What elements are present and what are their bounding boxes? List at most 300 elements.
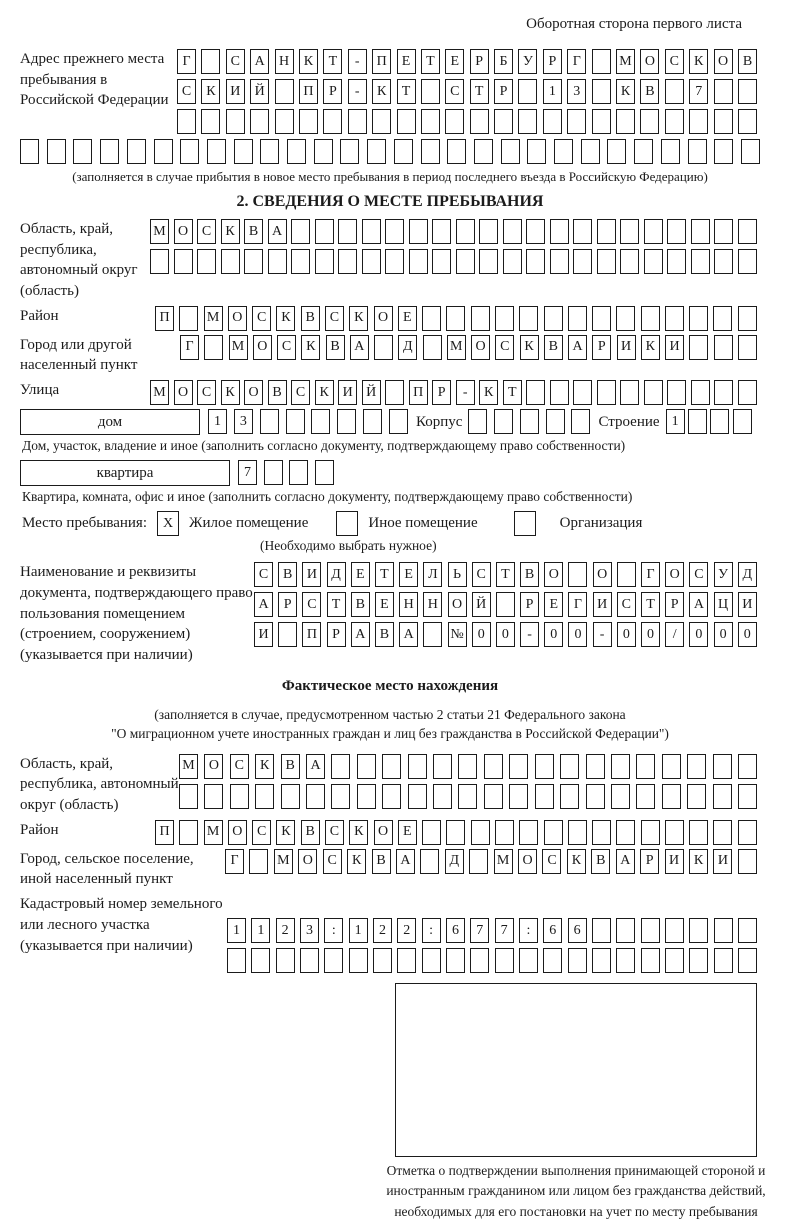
char-cell: К bbox=[689, 49, 708, 74]
char-cell: Е bbox=[398, 306, 417, 331]
char-cell: 3 bbox=[567, 79, 586, 104]
char-cell: 0 bbox=[617, 622, 636, 647]
char-cell bbox=[714, 948, 733, 973]
char-cell bbox=[484, 784, 503, 809]
char-cell: О bbox=[298, 849, 317, 874]
char-cell: О bbox=[544, 562, 563, 587]
char-cell: О bbox=[228, 820, 247, 845]
char-cell: Р bbox=[278, 592, 297, 617]
char-cell: С bbox=[197, 380, 216, 405]
char-cell bbox=[357, 784, 376, 809]
char-cell bbox=[665, 109, 684, 134]
char-cell: Р bbox=[665, 592, 684, 617]
char-cell: 0 bbox=[641, 622, 660, 647]
char-cell: С bbox=[472, 562, 491, 587]
char-cell: К bbox=[567, 849, 586, 874]
street-field bbox=[20, 380, 760, 405]
char-cell bbox=[568, 948, 587, 973]
char-cell bbox=[738, 918, 757, 943]
char-cell: Г bbox=[225, 849, 244, 874]
char-cell bbox=[527, 139, 546, 164]
char-cell: И bbox=[713, 849, 732, 874]
char-cell: Г bbox=[177, 49, 196, 74]
char-cell bbox=[738, 335, 757, 360]
char-cell: О bbox=[665, 562, 684, 587]
actual-location-caption1: (заполняется в случае, предусмотренном частью 2 статьи 21 Федерального закона bbox=[154, 706, 626, 722]
char-cell bbox=[315, 460, 334, 485]
char-cell bbox=[568, 562, 587, 587]
char-cell bbox=[687, 784, 706, 809]
char-cell bbox=[714, 249, 733, 274]
char-cell bbox=[509, 754, 528, 779]
char-cell bbox=[255, 784, 274, 809]
char-cell bbox=[689, 918, 708, 943]
char-cell: 0 bbox=[496, 622, 515, 647]
char-cell bbox=[592, 948, 611, 973]
char-cell bbox=[568, 820, 587, 845]
char-cell bbox=[446, 948, 465, 973]
char-cell: 1 bbox=[227, 918, 246, 943]
char-cell bbox=[260, 409, 279, 434]
char-cell bbox=[738, 109, 757, 134]
char-cell: С bbox=[254, 562, 273, 587]
char-cell: И bbox=[665, 849, 684, 874]
char-cell: И bbox=[738, 592, 757, 617]
char-cell: И bbox=[665, 335, 684, 360]
char-cell bbox=[641, 820, 660, 845]
char-cell bbox=[501, 139, 520, 164]
char-cell bbox=[568, 306, 587, 331]
char-cell bbox=[180, 139, 199, 164]
char-cell: С bbox=[665, 49, 684, 74]
cell-row bbox=[225, 849, 757, 874]
char-cell bbox=[433, 784, 452, 809]
char-cell bbox=[520, 409, 539, 434]
house-number-cells bbox=[208, 409, 408, 434]
cell-row bbox=[150, 219, 757, 244]
char-cell: Й bbox=[362, 380, 381, 405]
char-cell: А bbox=[396, 849, 415, 874]
char-cell bbox=[408, 784, 427, 809]
char-cell bbox=[544, 306, 563, 331]
char-cell bbox=[688, 139, 707, 164]
char-cell: С bbox=[291, 380, 310, 405]
checkbox-organization bbox=[514, 511, 536, 536]
char-cell: Д bbox=[327, 562, 346, 587]
char-cell bbox=[667, 249, 686, 274]
char-cell: М bbox=[179, 754, 198, 779]
char-cell: К bbox=[276, 820, 295, 845]
char-cell: О bbox=[374, 820, 393, 845]
char-cell bbox=[567, 109, 586, 134]
char-cell bbox=[597, 219, 616, 244]
char-cell bbox=[331, 754, 350, 779]
char-cell bbox=[357, 754, 376, 779]
char-cell bbox=[620, 219, 639, 244]
char-cell: М bbox=[150, 219, 169, 244]
char-cell: 1 bbox=[349, 918, 368, 943]
char-cell bbox=[179, 306, 198, 331]
char-cell bbox=[278, 622, 297, 647]
char-cell bbox=[543, 948, 562, 973]
char-cell bbox=[550, 249, 569, 274]
char-cell: Й bbox=[472, 592, 491, 617]
checkbox-other-premises bbox=[336, 511, 358, 536]
char-cell: В bbox=[520, 562, 539, 587]
char-cell bbox=[714, 380, 733, 405]
char-cell: О bbox=[518, 849, 537, 874]
char-cell: Н bbox=[275, 49, 294, 74]
char-cell: К bbox=[315, 380, 334, 405]
char-cell: : bbox=[324, 918, 343, 943]
char-cell bbox=[688, 409, 707, 434]
char-cell bbox=[550, 219, 569, 244]
char-cell: О bbox=[374, 306, 393, 331]
char-cell: С bbox=[252, 306, 271, 331]
char-cell: Р bbox=[592, 335, 611, 360]
char-cell: - bbox=[456, 380, 475, 405]
place-type-note: (Необходимо выбрать нужное) bbox=[260, 538, 437, 554]
prev-address-caption: (заполняется в случае прибытия в новое место пребывания в период последнего въезда в Российскую Федерацию) bbox=[72, 169, 708, 184]
prev-address-block bbox=[20, 49, 760, 134]
char-cell bbox=[422, 948, 441, 973]
region-field bbox=[20, 219, 760, 302]
char-cell: 1 bbox=[666, 409, 685, 434]
char-cell: 0 bbox=[472, 622, 491, 647]
cell-row-full-width bbox=[20, 139, 760, 164]
char-cell bbox=[197, 249, 216, 274]
char-cell: В bbox=[738, 49, 757, 74]
char-cell: М bbox=[150, 380, 169, 405]
char-cell: 2 bbox=[397, 918, 416, 943]
char-cell: 0 bbox=[568, 622, 587, 647]
char-cell bbox=[535, 754, 554, 779]
char-cell: О bbox=[228, 306, 247, 331]
char-cell bbox=[73, 139, 92, 164]
char-cell: А bbox=[399, 622, 418, 647]
char-cell bbox=[244, 249, 263, 274]
char-cell bbox=[691, 219, 710, 244]
char-cell: К bbox=[349, 306, 368, 331]
char-cell bbox=[611, 784, 630, 809]
cell-row bbox=[179, 784, 757, 809]
char-cell: О bbox=[253, 335, 272, 360]
district3-label: Район bbox=[20, 821, 59, 838]
char-cell bbox=[560, 784, 579, 809]
stamp-caption: Отметка о подтверждении выполнения принимающей стороной и иностранным гражданином или лицом без гражданства действий, необходимых для его постановки на учет по месту пребывания bbox=[386, 1163, 766, 1219]
char-cell: 7 bbox=[495, 918, 514, 943]
char-cell bbox=[474, 139, 493, 164]
char-cell bbox=[179, 784, 198, 809]
char-cell: Д bbox=[445, 849, 464, 874]
char-cell bbox=[281, 784, 300, 809]
char-cell bbox=[592, 820, 611, 845]
char-cell bbox=[349, 948, 368, 973]
char-cell bbox=[586, 754, 605, 779]
district-field bbox=[20, 306, 760, 331]
char-cell bbox=[713, 820, 732, 845]
char-cell: Ь bbox=[448, 562, 467, 587]
char-cell bbox=[331, 784, 350, 809]
char-cell: С bbox=[177, 79, 196, 104]
char-cell: Е bbox=[399, 562, 418, 587]
option-organization-label: Организация bbox=[559, 515, 643, 532]
char-cell bbox=[230, 784, 249, 809]
char-cell bbox=[423, 622, 442, 647]
char-cell bbox=[665, 918, 684, 943]
char-cell bbox=[691, 380, 710, 405]
char-cell: С bbox=[252, 820, 271, 845]
char-cell: П bbox=[155, 306, 174, 331]
char-cell: О bbox=[593, 562, 612, 587]
house-caption: Дом, участок, владение и иное (заполнить согласно документу, подтверждающему право собственности) bbox=[22, 438, 626, 454]
stroenie-cells bbox=[666, 409, 752, 434]
cell-row bbox=[180, 335, 757, 360]
char-cell bbox=[458, 784, 477, 809]
char-cell: К bbox=[372, 79, 391, 104]
char-cell: О bbox=[174, 380, 193, 405]
char-cell: В bbox=[544, 335, 563, 360]
char-cell bbox=[641, 918, 660, 943]
char-cell: 0 bbox=[544, 622, 563, 647]
city-label: Город или другой населенный пункт bbox=[20, 336, 138, 374]
char-cell bbox=[445, 109, 464, 134]
char-cell: О bbox=[204, 754, 223, 779]
char-cell bbox=[234, 139, 253, 164]
city3-field bbox=[20, 849, 760, 890]
region-label: Область, край, республика, автономный округ (область) bbox=[20, 221, 138, 300]
char-cell: / bbox=[665, 622, 684, 647]
char-cell bbox=[177, 109, 196, 134]
char-cell bbox=[641, 306, 660, 331]
char-cell bbox=[421, 79, 440, 104]
char-cell bbox=[665, 79, 684, 104]
char-cell bbox=[714, 109, 733, 134]
apartment-box: квартира bbox=[20, 460, 230, 486]
char-cell: К bbox=[299, 49, 318, 74]
char-cell: К bbox=[201, 79, 220, 104]
cell-row bbox=[177, 49, 757, 74]
apartment-cells bbox=[238, 460, 334, 485]
char-cell: С bbox=[542, 849, 561, 874]
char-cell bbox=[315, 249, 334, 274]
char-cell bbox=[291, 249, 310, 274]
char-cell: В bbox=[372, 849, 391, 874]
cell-row bbox=[227, 948, 757, 973]
char-cell bbox=[275, 109, 294, 134]
char-cell: Е bbox=[375, 592, 394, 617]
city-field bbox=[20, 335, 760, 376]
char-cell: М bbox=[229, 335, 248, 360]
char-cell: 7 bbox=[689, 79, 708, 104]
char-cell bbox=[543, 109, 562, 134]
char-cell bbox=[665, 306, 684, 331]
checkbox-residential: X bbox=[157, 511, 179, 536]
apartment-caption: Квартира, комната, офис и иное (заполнить согласно документу, подтверждающему право собственности) bbox=[22, 489, 633, 505]
char-cell bbox=[469, 849, 488, 874]
char-cell: О bbox=[244, 380, 263, 405]
char-cell: С bbox=[302, 592, 321, 617]
option-other-premises-label: Иное помещение bbox=[368, 515, 478, 532]
char-cell bbox=[641, 948, 660, 973]
char-cell: Н bbox=[399, 592, 418, 617]
char-cell: Г bbox=[641, 562, 660, 587]
char-cell bbox=[100, 139, 119, 164]
char-cell bbox=[714, 139, 733, 164]
place-type-label: Место пребывания: bbox=[22, 515, 147, 532]
char-cell bbox=[251, 948, 270, 973]
char-cell: Р bbox=[323, 79, 342, 104]
char-cell: Р bbox=[470, 49, 489, 74]
char-cell bbox=[738, 754, 757, 779]
char-cell: Т bbox=[641, 592, 660, 617]
char-cell bbox=[519, 306, 538, 331]
char-cell bbox=[586, 784, 605, 809]
char-cell bbox=[738, 948, 757, 973]
char-cell bbox=[423, 335, 442, 360]
char-cell: А bbox=[689, 592, 708, 617]
char-cell bbox=[607, 139, 626, 164]
char-cell bbox=[264, 460, 283, 485]
cadastral-label: Кадастровый номер земельного или лесного участка (указывается при наличии) bbox=[20, 896, 223, 954]
char-cell: № bbox=[448, 622, 467, 647]
cell-row bbox=[150, 249, 757, 274]
char-cell bbox=[268, 249, 287, 274]
char-cell bbox=[519, 948, 538, 973]
char-cell bbox=[323, 109, 342, 134]
char-cell bbox=[385, 219, 404, 244]
char-cell bbox=[687, 754, 706, 779]
char-cell: - bbox=[593, 622, 612, 647]
char-cell bbox=[201, 109, 220, 134]
char-cell bbox=[421, 139, 440, 164]
char-cell bbox=[738, 306, 757, 331]
char-cell: Е bbox=[398, 820, 417, 845]
char-cell: В bbox=[281, 754, 300, 779]
char-cell: А bbox=[268, 219, 287, 244]
char-cell bbox=[592, 109, 611, 134]
stamp-box bbox=[395, 983, 757, 1157]
char-cell bbox=[362, 219, 381, 244]
char-cell bbox=[306, 784, 325, 809]
char-cell: В bbox=[351, 592, 370, 617]
char-cell bbox=[456, 219, 475, 244]
char-cell: 3 bbox=[234, 409, 253, 434]
char-cell: 6 bbox=[446, 918, 465, 943]
char-cell bbox=[710, 409, 729, 434]
char-cell: И bbox=[226, 79, 245, 104]
char-cell: 2 bbox=[373, 918, 392, 943]
char-cell: - bbox=[348, 79, 367, 104]
char-cell: 1 bbox=[543, 79, 562, 104]
char-cell: К bbox=[221, 380, 240, 405]
actual-location-caption2: "О миграционном учете иностранных граждан и лиц без гражданства в Российской Федерации") bbox=[111, 726, 669, 742]
char-cell: Л bbox=[423, 562, 442, 587]
char-cell bbox=[470, 109, 489, 134]
char-cell bbox=[689, 306, 708, 331]
char-cell bbox=[348, 109, 367, 134]
place-type-row bbox=[22, 511, 760, 536]
char-cell bbox=[311, 409, 330, 434]
char-cell bbox=[738, 784, 757, 809]
char-cell bbox=[484, 754, 503, 779]
char-cell bbox=[519, 820, 538, 845]
char-cell bbox=[611, 754, 630, 779]
char-cell bbox=[300, 948, 319, 973]
char-cell: С bbox=[323, 849, 342, 874]
cell-row bbox=[150, 380, 757, 405]
char-cell bbox=[432, 249, 451, 274]
char-cell: 2 bbox=[276, 918, 295, 943]
char-cell bbox=[738, 219, 757, 244]
char-cell bbox=[738, 79, 757, 104]
cell-row bbox=[155, 820, 757, 845]
char-cell bbox=[738, 849, 757, 874]
char-cell bbox=[662, 784, 681, 809]
char-cell: 1 bbox=[251, 918, 270, 943]
char-cell bbox=[367, 139, 386, 164]
char-cell bbox=[374, 335, 393, 360]
cell-row bbox=[254, 622, 757, 647]
char-cell bbox=[422, 820, 441, 845]
option-residential-label: Жилое помещение bbox=[189, 515, 309, 532]
char-cell: В bbox=[301, 820, 320, 845]
char-cell bbox=[503, 219, 522, 244]
char-cell: 0 bbox=[689, 622, 708, 647]
char-cell: Р bbox=[432, 380, 451, 405]
char-cell bbox=[150, 249, 169, 274]
char-cell: К bbox=[347, 849, 366, 874]
char-cell: В bbox=[591, 849, 610, 874]
char-cell bbox=[526, 249, 545, 274]
char-cell: Н bbox=[423, 592, 442, 617]
char-cell bbox=[644, 249, 663, 274]
char-cell bbox=[433, 754, 452, 779]
char-cell bbox=[494, 409, 513, 434]
char-cell: Б bbox=[494, 49, 513, 74]
char-cell bbox=[337, 409, 356, 434]
district-label: Район bbox=[20, 307, 59, 324]
char-cell bbox=[479, 249, 498, 274]
char-cell bbox=[518, 79, 537, 104]
char-cell: К bbox=[221, 219, 240, 244]
char-cell: А bbox=[616, 849, 635, 874]
char-cell bbox=[554, 139, 573, 164]
char-cell bbox=[581, 139, 600, 164]
char-cell: У bbox=[714, 562, 733, 587]
char-cell bbox=[127, 139, 146, 164]
char-cell bbox=[458, 754, 477, 779]
char-cell bbox=[546, 409, 565, 434]
char-cell bbox=[738, 249, 757, 274]
char-cell bbox=[385, 380, 404, 405]
char-cell: А bbox=[306, 754, 325, 779]
char-cell bbox=[544, 820, 563, 845]
char-cell: А bbox=[250, 49, 269, 74]
char-cell bbox=[227, 948, 246, 973]
char-cell: У bbox=[518, 49, 537, 74]
char-cell bbox=[713, 784, 732, 809]
char-cell: Е bbox=[351, 562, 370, 587]
char-cell bbox=[526, 219, 545, 244]
char-cell bbox=[560, 754, 579, 779]
cell-row bbox=[155, 306, 757, 331]
char-cell bbox=[662, 754, 681, 779]
char-cell: Т bbox=[496, 562, 515, 587]
char-cell bbox=[382, 754, 401, 779]
char-cell bbox=[592, 306, 611, 331]
char-cell: С bbox=[277, 335, 296, 360]
